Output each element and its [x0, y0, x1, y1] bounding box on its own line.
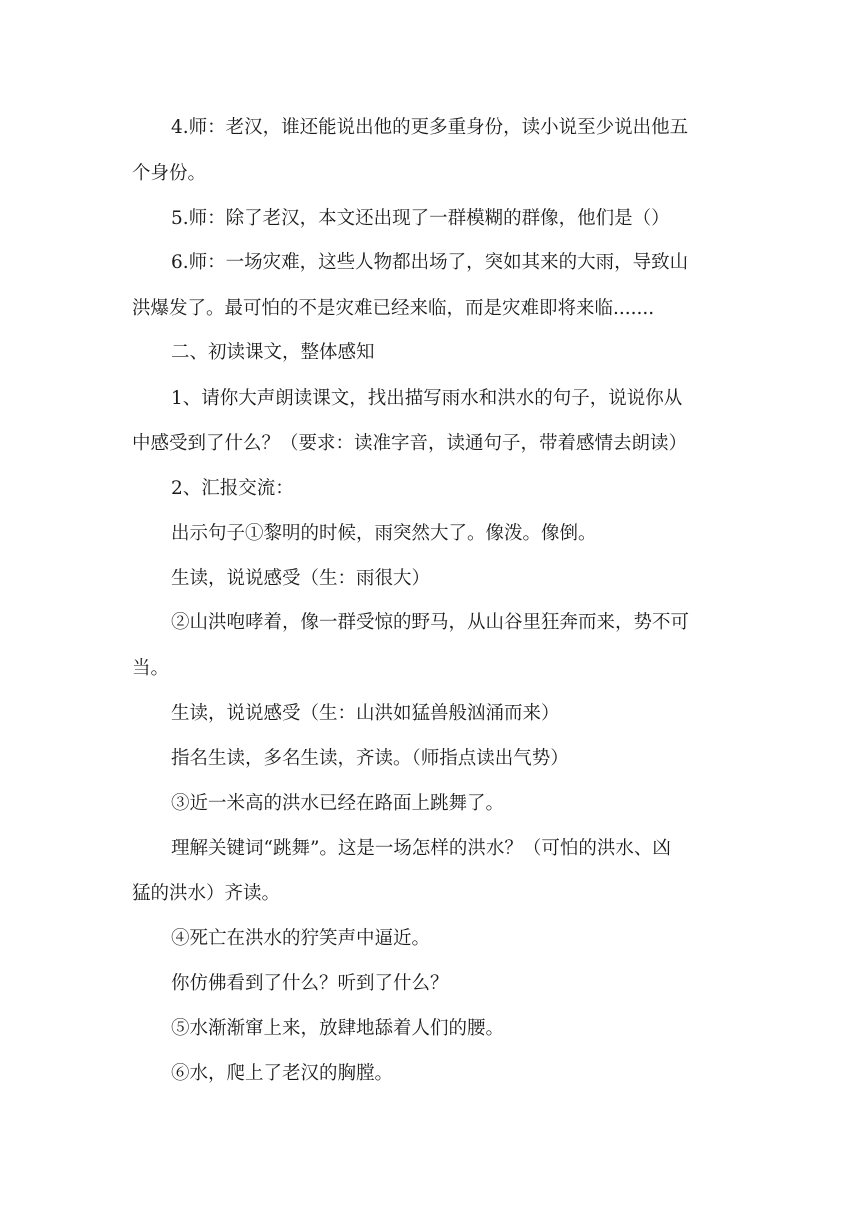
- text-line: 洪爆发了。最可怕的不是灾难已经来临，而是灾难即将来临.......: [132, 298, 655, 319]
- text-line: 6.师：一场灾难，这些人物都出场了，突如其来的大雨，导致山: [171, 252, 689, 273]
- text-line: 指名生读，多名生读，齐读。（师指点读出气势）: [171, 748, 569, 769]
- text-line: 4.师：老汉，谁还能说出他的更多重身份，读小说至少说出他五: [171, 117, 689, 138]
- text-line: 个身份。: [132, 163, 207, 184]
- text-line: 你仿佛看到了什么？听到了什么？: [171, 973, 449, 994]
- text-line: 理解关键词“跳舞”。这是一场怎样的洪水？（可怕的洪水、凶: [171, 838, 671, 859]
- text-line: 1、请你大声朗读课文，找出描写雨水和洪水的句子，说说你从: [171, 388, 683, 409]
- text-line: 当。: [132, 658, 170, 679]
- text-line: 出示句子①黎明的时候，雨突然大了。像泼。像倒。: [171, 523, 597, 544]
- text-line: 猛的洪水）齐读。: [132, 883, 281, 904]
- text-line: ④死亡在洪水的狞笑声中逼近。: [171, 928, 431, 949]
- text-line: 2、汇报交流：: [171, 478, 294, 499]
- section-heading: 二、初读课文，整体感知: [171, 342, 375, 363]
- text-line: 生读，说说感受（生：雨很大）: [171, 568, 431, 589]
- text-line: ②山洪咆哮着，像一群受惊的野马，从山谷里狂奔而来，势不可: [171, 612, 690, 633]
- text-line: 中感受到了什么？（要求：读准字音，读通句子，带着感情去朗读）: [132, 433, 688, 454]
- text-line: 生读，说说感受（生：山洪如猛兽般汹涌而来）: [171, 703, 560, 724]
- text-line: ⑥水，爬上了老汉的胸膛。: [171, 1063, 394, 1084]
- text-line: ⑤水渐渐窜上来，放肆地舔着人们的腰。: [171, 1018, 505, 1039]
- text-line: 5.师：除了老汉，本文还出现了一群模糊的群像，他们是（）: [171, 208, 670, 229]
- text-line: ③近一米高的洪水已经在路面上跳舞了。: [171, 793, 505, 814]
